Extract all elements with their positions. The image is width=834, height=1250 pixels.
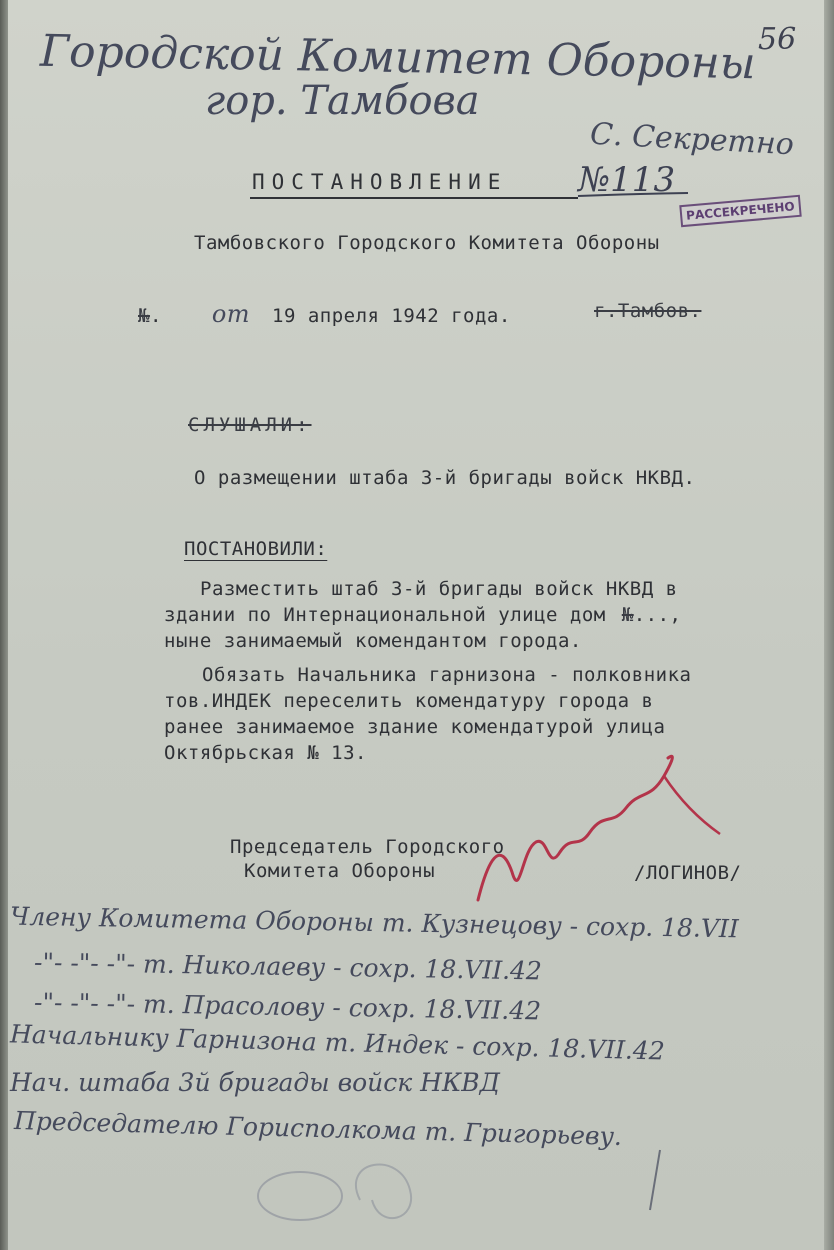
- date-handwritten-ot: от: [211, 300, 251, 328]
- date-dot: .: [149, 305, 162, 327]
- paragraph2-line4: Октябрьская № 13.: [164, 742, 367, 764]
- resolution-number: №113: [578, 160, 676, 200]
- signature-role-line1: Председатель Городского: [230, 836, 505, 858]
- signature-ink-tail: [664, 776, 720, 834]
- paragraph2-line3: ранее занимаемое здание комендатурой улица: [164, 716, 666, 738]
- paragraph1-struck-number: №: [621, 604, 634, 626]
- paragraph2-line2: тов.ИНДЕК переселить комендатуру города в: [164, 690, 654, 712]
- header-handwriting-line2: гор. Тамбова: [205, 78, 480, 124]
- distribution-line-5: Нач. штаба 3й бригады войск НКВД: [10, 1068, 500, 1097]
- paragraph1-line3: ныне занимаемый комендантом города.: [164, 630, 582, 652]
- pencil-circle-mark: [258, 1172, 342, 1220]
- distribution-line-2: -"- -"- -"- т. Николаеву - сохр. 18.VII.42: [33, 947, 543, 986]
- title-word: ПОСТАНОВЛЕНИЕ: [252, 170, 508, 194]
- struck-number-sign: №: [138, 305, 150, 327]
- paragraph2-line1: Обязать Начальника гарнизона - полковника: [202, 664, 692, 686]
- signature-role-line2: Комитета Обороны: [244, 860, 436, 882]
- heard-label: СЛУШАЛИ:: [188, 414, 312, 436]
- secrecy-mark: С. Секретно: [589, 116, 795, 163]
- document-subtitle: Тамбовского Городского Комитета Обороны: [194, 232, 660, 254]
- declassified-stamp: РАССЕКРЕЧЕНО: [679, 195, 801, 227]
- heard-text: О размещении штаба 3-й бригады войск НКВД.: [194, 467, 696, 489]
- pencil-loop-mark: [356, 1165, 411, 1219]
- number-underline: [578, 193, 688, 196]
- decided-label: ПОСТАНОВИЛИ:: [184, 538, 328, 560]
- date-value: 19 апреля 1942 года.: [272, 305, 511, 327]
- paragraph1-line1: Разместить штаб 3-й бригады войск НКВД в: [200, 578, 678, 600]
- distribution-line-3: -"- -"- -"- т. Прасолову - сохр. 18.VII.42: [33, 987, 542, 1026]
- pencil-stroke: [650, 1150, 660, 1210]
- signature-ink: [478, 756, 672, 900]
- distribution-line-4: Начальнику Гарнизона т. Индек - сохр. 18.VII.42: [9, 1019, 666, 1066]
- distribution-line-1: Члену Комитета Обороны т. Кузнецову - сохр. 18.VII: [9, 901, 739, 944]
- signature-name: /ЛОГИНОВ/: [634, 862, 742, 884]
- header-handwriting-line1: Городской Комитет Обороны: [39, 25, 757, 90]
- page-number: 56: [758, 22, 797, 57]
- distribution-line-6: Председателю Горисполкома т. Григорьеву.: [13, 1106, 623, 1151]
- struck-place: г.Тамбов.: [594, 300, 702, 322]
- paragraph1-line2-text: здании по Интернациональной улице дом: [164, 604, 606, 626]
- paragraph1-tail: ...,: [633, 604, 682, 626]
